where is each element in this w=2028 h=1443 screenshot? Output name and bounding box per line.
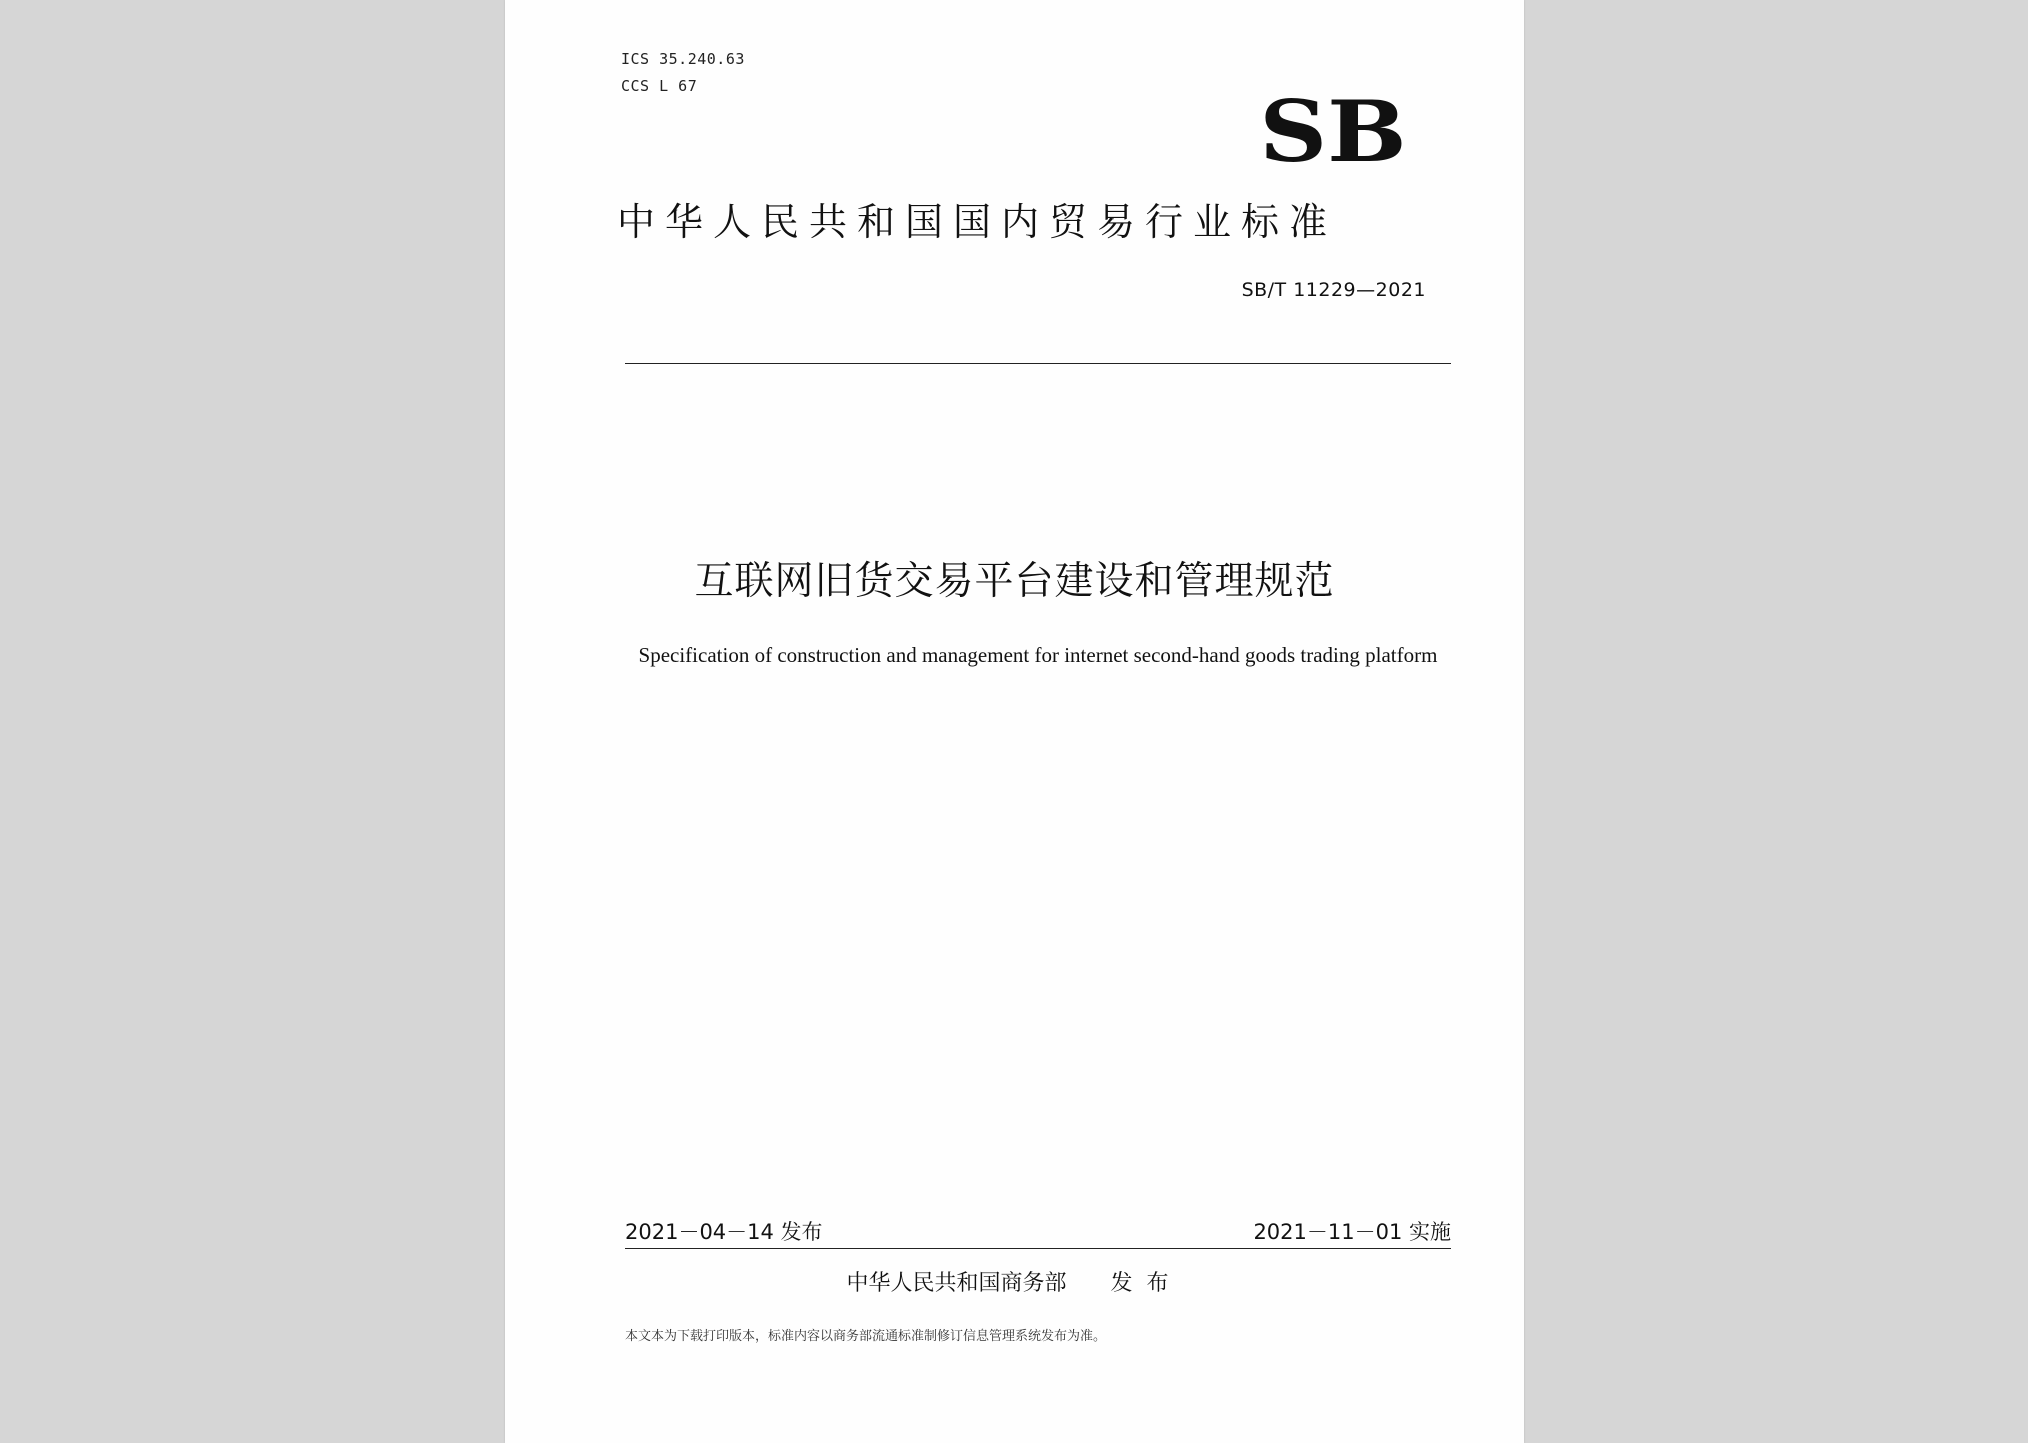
date-row [625,1214,1451,1248]
document-title-chinese: 互联网旧货交易平台建设和管理规范 [694,559,1335,604]
document-page [505,0,1524,1443]
implementation-date: 2021－11－01 实施 [1253,1220,1451,1244]
publish-label: 发布 [1110,1271,1183,1296]
footer-divider [625,1248,1451,1249]
download-footnote: 本文本为下载打印版本，标准内容以商务部流通标准制修订信息管理系统发布为准。 [625,1329,1107,1344]
issue-date: 2021－04－14 发布 [625,1220,823,1244]
publisher-row [505,1267,1524,1301]
ics-code: ICS 35.240.63 [621,50,745,68]
standard-number: SB/T 11229—2021 [1241,279,1426,301]
publisher-name: 中华人民共和国商务部 [846,1271,1067,1296]
standard-mark: SB [1259,82,1407,181]
header-divider [625,363,1451,364]
document-title-english: Specification of construction and management for internet second-hand goods trading platform [638,643,1438,667]
standard-organization: 中华人民共和国国内贸易行业标准 [617,200,1338,244]
ccs-code: CCS L 67 [621,77,698,95]
